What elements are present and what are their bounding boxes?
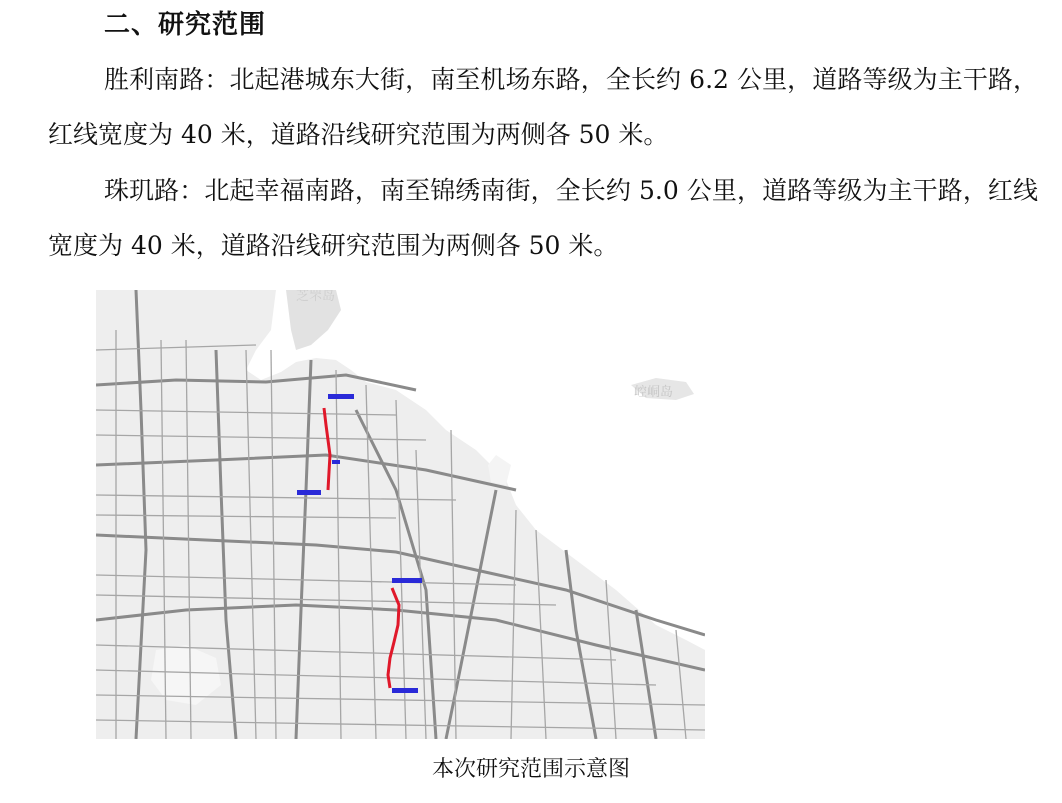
map-graphic <box>96 290 705 739</box>
figure-caption: 本次研究范围示意图 <box>431 757 630 782</box>
island-label: 崆峒岛 <box>634 385 674 400</box>
paragraph-zhuji-road: 珠玑路：北起幸福南路，南至锦绣南街，全长约 5.0 公里，道路等级为主干路，红线宽度为 40 米，道路沿线研究范围为两侧各 50 米。 <box>48 176 1038 260</box>
study-area-map <box>96 290 705 739</box>
section-heading: 二、研究范围 <box>104 10 267 40</box>
paragraph-shengli-road: 胜利南路：北起港城东大街，南至机场东路，全长约 6.2 公里，道路等级为主干路，红线宽度为 40 米，道路沿线研究范围为两侧各 50 米。 <box>48 65 1038 149</box>
north-island-label: 芝罘岛 <box>296 290 336 304</box>
